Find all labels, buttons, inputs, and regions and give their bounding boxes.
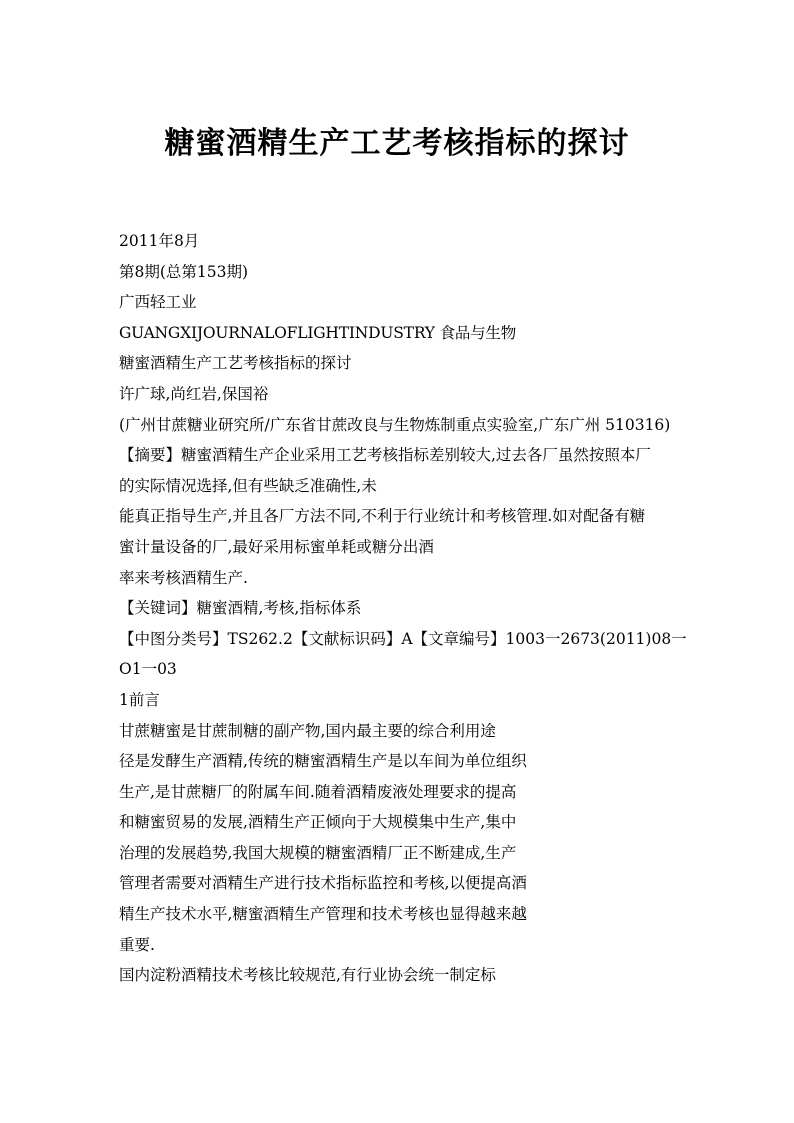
text-line: 许广球,尚红岩,保国裕 bbox=[119, 384, 269, 403]
text-line: 的实际情况选择,但有些缺乏准确性,未 bbox=[119, 476, 377, 495]
text-line: 和糖蜜贸易的发展,酒精生产正倾向于大规模集中生产,集中 bbox=[119, 813, 517, 832]
text-line: 【关键词】糖蜜酒精,考核,指标体系 bbox=[119, 599, 362, 618]
text-line: 重要. bbox=[119, 935, 155, 954]
text-line: 径是发酵生产酒精,传统的糖蜜酒精生产是以车间为单位组织 bbox=[119, 752, 527, 771]
text-line: 能真正指导生产,并且各厂方法不同,不利于行业统计和考核管理.如对配备有糖 bbox=[119, 507, 646, 526]
text-line: (广州甘蔗糖业研究所/广东省甘蔗改良与生物炼制重点实验室,广东广州 510316) bbox=[119, 415, 671, 434]
text-line: 治理的发展趋势,我国大规模的糖蜜酒精厂正不断建成,生产 bbox=[119, 843, 517, 862]
text-line: 第8期(总第153期) bbox=[119, 262, 249, 281]
text-line: GUANGXIJOURNALOFLIGHTINDUSTRY 食品与生物 bbox=[119, 323, 517, 342]
text-line: 【中图分类号】TS262.2【文献标识码】A【文章编号】1003一2673(2011)08一 bbox=[119, 629, 687, 648]
text-line: 【摘要】糖蜜酒精生产企业采用工艺考核指标差别较大,过去各厂虽然按照本厂 bbox=[119, 446, 651, 465]
text-line: O1一03 bbox=[119, 660, 177, 679]
text-line: 蜜计量设备的厂,最好采用标蜜单耗或糖分出酒 bbox=[119, 537, 434, 556]
document-body bbox=[119, 226, 689, 991]
text-line: 2011年8月 bbox=[119, 232, 200, 250]
document-title: 糖蜜酒精生产工艺考核指标的探讨 bbox=[164, 126, 630, 161]
text-line: 率来考核酒精生产. bbox=[119, 568, 248, 587]
text-line: 甘蔗糖蜜是甘蔗制糖的副产物,国内最主要的综合利用途 bbox=[119, 721, 496, 740]
text-line: 1前言 bbox=[119, 690, 160, 709]
text-line: 精生产技术水平,糖蜜酒精生产管理和技术考核也显得越来越 bbox=[119, 905, 527, 924]
text-line: 管理者需要对酒精生产进行技术指标监控和考核,以便提高酒 bbox=[119, 874, 527, 893]
text-line: 生产,是甘蔗糖厂的附属车间.随着酒精废液处理要求的提高 bbox=[119, 782, 517, 801]
text-line: 国内淀粉酒精技术考核比较规范,有行业协会统一制定标 bbox=[119, 966, 496, 985]
text-line: 广西轻工业 bbox=[119, 293, 197, 312]
text-line: 糖蜜酒精生产工艺考核指标的探讨 bbox=[119, 354, 352, 373]
